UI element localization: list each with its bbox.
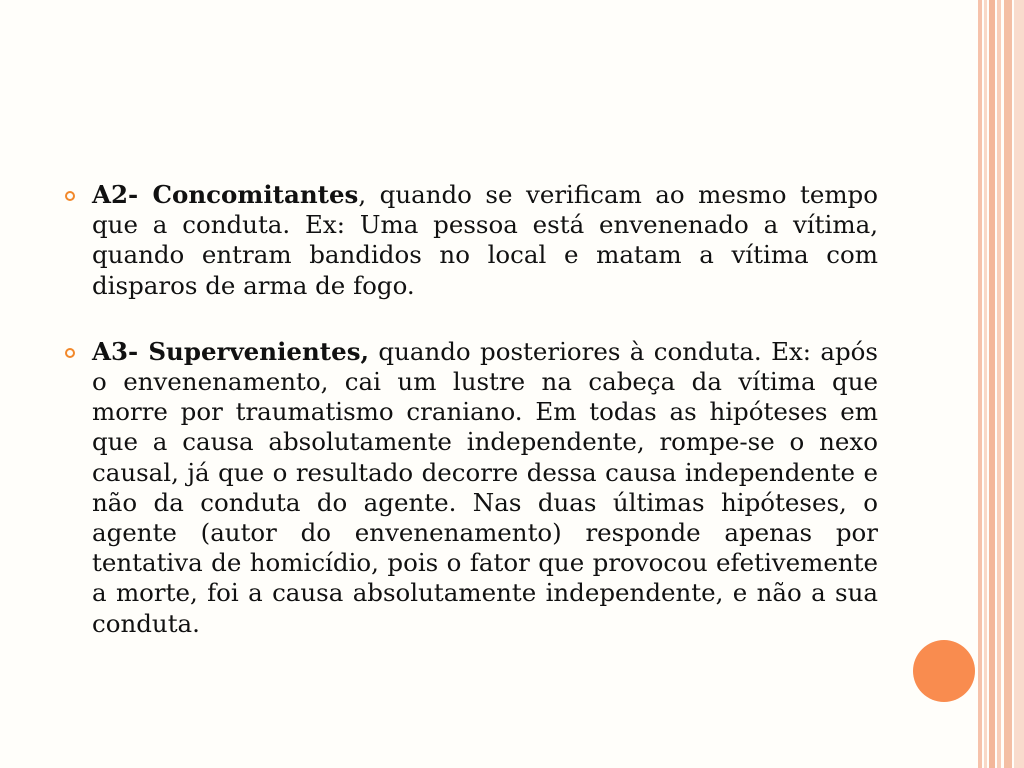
bullet-text: quando posteriores à conduta. Ex: após o envenenamento, cai um lustre na cabeça da vítima que morre por traumatismo craniano. Em todas as hipóteses em que a causa absolutamente independente, rompe-se o nexo causal, já que o resultado decorre dessa causa independente e não da conduta do agente. Nas duas últimas hipóteses, o agente (autor do envenenamento) responde apenas por tentativa de homicídio, pois o fator que provocou efetivemente a morte, foi a causa absolutamente independente, e não a sua conduta. xyxy=(92,336,878,638)
bullet-item-supervenientes xyxy=(62,337,878,639)
decorative-stripe xyxy=(1014,0,1024,768)
ring-bullet-icon xyxy=(65,348,75,358)
decorative-circle xyxy=(913,640,975,702)
ring-bullet-icon xyxy=(65,191,75,201)
slide-body xyxy=(62,180,878,639)
decorative-stripe xyxy=(1004,0,1012,768)
bullet-text: , quando se verificam ao mesmo tempo que a conduta. Ex: Uma pessoa está envenenado a vítima, quando entram bandidos no local e matam a vítima com disparos de arma de fogo. xyxy=(92,180,878,300)
bullet-term: A3- Supervenientes, xyxy=(92,336,370,366)
decorative-stripe xyxy=(989,0,995,768)
decorative-stripe xyxy=(978,0,982,768)
decorative-stripe xyxy=(997,0,1001,768)
bullet-item-concomitantes xyxy=(62,180,878,301)
decorative-stripe xyxy=(984,0,987,768)
bullet-term: A2- Concomitantes xyxy=(92,180,359,209)
